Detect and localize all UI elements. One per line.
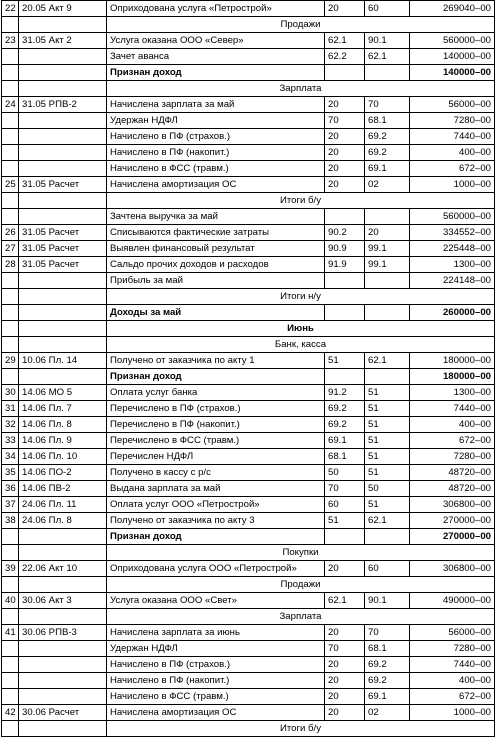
amount-cell: 260000–00 (410, 305, 495, 321)
table-row (2, 49, 495, 65)
operation-description-cell: Перечислено в ПФ (накопит.) (107, 417, 325, 433)
entry-number-cell (2, 673, 19, 689)
table-row (2, 273, 495, 289)
credit-account-cell (365, 65, 410, 81)
entry-number-cell (2, 209, 19, 225)
debit-account-cell: 62.1 (325, 33, 365, 49)
empty-cell (2, 17, 19, 33)
credit-account-cell: 51 (365, 417, 410, 433)
section-title: Итоги б/у (107, 193, 495, 209)
debit-account-cell: 60 (325, 497, 365, 513)
debit-account-cell (325, 65, 365, 81)
entry-number-cell (2, 49, 19, 65)
table-row (2, 1, 495, 17)
amount-cell: 7440–00 (410, 129, 495, 145)
table-row (2, 513, 495, 529)
entry-number-cell (2, 689, 19, 705)
entry-number-cell (2, 145, 19, 161)
debit-account-cell: 20 (325, 1, 365, 17)
credit-account-cell: 02 (365, 177, 410, 193)
amount-cell: 270000–00 (410, 529, 495, 545)
debit-account-cell: 20 (325, 161, 365, 177)
credit-account-cell: 60 (365, 1, 410, 17)
operation-description-cell: Списываются фактические затраты (107, 225, 325, 241)
section-title: Продажи (107, 577, 495, 593)
operation-description-cell: Выявлен финансовый результат (107, 241, 325, 257)
document-ref-cell: 30.06 Расчет (19, 705, 107, 721)
debit-account-cell: 69.2 (325, 401, 365, 417)
entry-number-cell: 36 (2, 481, 19, 497)
amount-cell: 560000–00 (410, 33, 495, 49)
document-ref-cell (19, 209, 107, 225)
amount-cell: 7280–00 (410, 113, 495, 129)
operation-description-cell: Начислена амортизация ОС (107, 705, 325, 721)
amount-cell: 180000–00 (410, 353, 495, 369)
credit-account-cell: 70 (365, 97, 410, 113)
table-row (2, 97, 495, 113)
amount-cell: 560000–00 (410, 209, 495, 225)
debit-account-cell: 51 (325, 513, 365, 529)
credit-account-cell: 02 (365, 705, 410, 721)
entry-number-cell: 33 (2, 433, 19, 449)
amount-cell: 7280–00 (410, 641, 495, 657)
entry-number-cell (2, 657, 19, 673)
entry-number-cell (2, 641, 19, 657)
empty-cell (19, 193, 107, 209)
debit-account-cell: 20 (325, 657, 365, 673)
operation-description-cell: Начислена зарплата за май (107, 97, 325, 113)
entry-number-cell (2, 369, 19, 385)
debit-account-cell: 91.2 (325, 385, 365, 401)
document-ref-cell (19, 49, 107, 65)
amount-cell: 140000–00 (410, 65, 495, 81)
table-row (2, 689, 495, 705)
section-header-row (2, 721, 495, 737)
section-header-row (2, 17, 495, 33)
section-header-row (2, 193, 495, 209)
amount-cell: 270000–00 (410, 513, 495, 529)
table-row (2, 369, 495, 385)
debit-account-cell: 20 (325, 97, 365, 113)
debit-account-cell: 68.1 (325, 449, 365, 465)
entry-number-cell: 24 (2, 97, 19, 113)
document-ref-cell: 30.06 РПВ-3 (19, 625, 107, 641)
debit-account-cell: 20 (325, 145, 365, 161)
operation-description-cell: Начислено в ФСС (травм.) (107, 161, 325, 177)
credit-account-cell: 62.1 (365, 513, 410, 529)
operation-description-cell: Перечислено в ФСС (травм.) (107, 433, 325, 449)
amount-cell: 672–00 (410, 433, 495, 449)
table-row (2, 113, 495, 129)
document-ref-cell (19, 145, 107, 161)
credit-account-cell: 69.1 (365, 689, 410, 705)
table-row (2, 225, 495, 241)
table-row (2, 161, 495, 177)
document-ref-cell: 31.05 Расчет (19, 241, 107, 257)
table-row (2, 129, 495, 145)
credit-account-cell (365, 529, 410, 545)
debit-account-cell: 62.1 (325, 593, 365, 609)
document-ref-cell (19, 113, 107, 129)
debit-account-cell: 70 (325, 481, 365, 497)
operation-description-cell: Получено в кассу с р/с (107, 465, 325, 481)
entry-number-cell (2, 65, 19, 81)
section-title: Итоги н/у (107, 289, 495, 305)
entry-number-cell: 35 (2, 465, 19, 481)
entry-number-cell (2, 129, 19, 145)
operation-description-cell: Начислена амортизация ОС (107, 177, 325, 193)
operation-description-cell: Признан доход (107, 65, 325, 81)
document-ref-cell: 20.05 Акт 9 (19, 1, 107, 17)
credit-account-cell: 20 (365, 225, 410, 241)
entry-number-cell: 29 (2, 353, 19, 369)
document-ref-cell: 31.05 Расчет (19, 257, 107, 273)
section-title: Зарплата (107, 81, 495, 97)
credit-account-cell: 99.1 (365, 257, 410, 273)
operation-description-cell: Выдана зарплата за май (107, 481, 325, 497)
table-row (2, 433, 495, 449)
table-row (2, 257, 495, 273)
table-row (2, 241, 495, 257)
debit-account-cell (325, 305, 365, 321)
operation-description-cell: Начислено в ПФ (накопит.) (107, 673, 325, 689)
debit-account-cell (325, 369, 365, 385)
debit-account-cell: 20 (325, 561, 365, 577)
amount-cell: 180000–00 (410, 369, 495, 385)
document-ref-cell: 24.06 Пл. 11 (19, 497, 107, 513)
debit-account-cell (325, 273, 365, 289)
credit-account-cell: 51 (365, 433, 410, 449)
empty-cell (19, 17, 107, 33)
table-row (2, 401, 495, 417)
table-row (2, 33, 495, 49)
credit-account-cell (365, 369, 410, 385)
credit-account-cell: 51 (365, 497, 410, 513)
entry-number-cell: 40 (2, 593, 19, 609)
debit-account-cell: 70 (325, 113, 365, 129)
document-ref-cell: 31.05 РПВ-2 (19, 97, 107, 113)
document-ref-cell: 31.05 Акт 2 (19, 33, 107, 49)
table-row (2, 657, 495, 673)
document-ref-cell: 31.05 Расчет (19, 225, 107, 241)
operation-description-cell: Получено от заказчика по акту 3 (107, 513, 325, 529)
document-ref-cell (19, 273, 107, 289)
entry-number-cell: 22 (2, 1, 19, 17)
document-ref-cell: 14.06 Пл. 10 (19, 449, 107, 465)
credit-account-cell: 69.2 (365, 129, 410, 145)
section-title: Покупки (107, 545, 495, 561)
operation-description-cell: Зачтена выручка за май (107, 209, 325, 225)
credit-account-cell (365, 305, 410, 321)
debit-account-cell: 62.2 (325, 49, 365, 65)
entry-number-cell: 23 (2, 33, 19, 49)
debit-account-cell: 20 (325, 673, 365, 689)
credit-account-cell: 50 (365, 481, 410, 497)
debit-account-cell: 20 (325, 177, 365, 193)
month-header-row (2, 321, 495, 337)
entry-number-cell (2, 161, 19, 177)
operation-description-cell: Оприходована услуга ООО «Петрострой» (107, 561, 325, 577)
empty-cell (19, 337, 107, 353)
table-row (2, 673, 495, 689)
table-row (2, 417, 495, 433)
entry-number-cell: 39 (2, 561, 19, 577)
amount-cell: 306800–00 (410, 561, 495, 577)
debit-account-cell: 51 (325, 353, 365, 369)
empty-cell (2, 289, 19, 305)
section-header-row (2, 577, 495, 593)
entry-number-cell: 28 (2, 257, 19, 273)
credit-account-cell: 90.1 (365, 33, 410, 49)
debit-account-cell: 69.1 (325, 433, 365, 449)
amount-cell: 400–00 (410, 417, 495, 433)
amount-cell: 1300–00 (410, 385, 495, 401)
empty-cell (2, 545, 19, 561)
entry-number-cell: 34 (2, 449, 19, 465)
table-row (2, 497, 495, 513)
amount-cell: 490000–00 (410, 593, 495, 609)
empty-cell (19, 577, 107, 593)
document-ref-cell (19, 657, 107, 673)
amount-cell: 1000–00 (410, 705, 495, 721)
operation-description-cell: Перечислен НДФЛ (107, 449, 325, 465)
amount-cell: 400–00 (410, 673, 495, 689)
debit-account-cell: 20 (325, 705, 365, 721)
amount-cell: 224148–00 (410, 273, 495, 289)
document-ref-cell (19, 65, 107, 81)
debit-account-cell (325, 209, 365, 225)
credit-account-cell: 68.1 (365, 641, 410, 657)
empty-cell (19, 545, 107, 561)
debit-account-cell: 69.2 (325, 417, 365, 433)
document-ref-cell (19, 689, 107, 705)
operation-description-cell: Начислена зарплата за июнь (107, 625, 325, 641)
document-ref-cell: 14.06 ПВ-2 (19, 481, 107, 497)
table-row (2, 385, 495, 401)
section-header-row (2, 609, 495, 625)
operation-description-cell: Сальдо прочих доходов и расходов (107, 257, 325, 273)
empty-cell (19, 81, 107, 97)
credit-account-cell: 51 (365, 465, 410, 481)
operation-description-cell: Зачет аванса (107, 49, 325, 65)
table-row (2, 593, 495, 609)
credit-account-cell: 60 (365, 561, 410, 577)
document-ref-cell: 14.06 Пл. 7 (19, 401, 107, 417)
amount-cell: 400–00 (410, 145, 495, 161)
document-ref-cell (19, 305, 107, 321)
credit-account-cell: 68.1 (365, 113, 410, 129)
operation-description-cell: Оплата услуг ООО «Петрострой» (107, 497, 325, 513)
empty-cell (19, 721, 107, 737)
entry-number-cell: 38 (2, 513, 19, 529)
operation-description-cell: Признан доход (107, 529, 325, 545)
credit-account-cell: 69.2 (365, 673, 410, 689)
entry-number-cell: 27 (2, 241, 19, 257)
empty-cell (19, 289, 107, 305)
document-ref-cell (19, 369, 107, 385)
operation-description-cell: Удержан НДФЛ (107, 641, 325, 657)
empty-cell (2, 193, 19, 209)
document-ref-cell: 14.06 Пл. 8 (19, 417, 107, 433)
document-ref-cell (19, 673, 107, 689)
amount-cell: 1000–00 (410, 177, 495, 193)
table-row (2, 481, 495, 497)
amount-cell: 56000–00 (410, 625, 495, 641)
entry-number-cell (2, 273, 19, 289)
document-ref-cell: 30.06 Акт 3 (19, 593, 107, 609)
section-header-row (2, 545, 495, 561)
section-header-row (2, 81, 495, 97)
entry-number-cell (2, 529, 19, 545)
debit-account-cell: 20 (325, 129, 365, 145)
credit-account-cell: 99.1 (365, 241, 410, 257)
amount-cell: 7280–00 (410, 449, 495, 465)
amount-cell: 7440–00 (410, 657, 495, 673)
table-row (2, 449, 495, 465)
amount-cell: 1300–00 (410, 257, 495, 273)
table-row (2, 641, 495, 657)
section-title: Банк, касса (107, 337, 495, 353)
operation-description-cell: Начислено в ФСС (травм.) (107, 689, 325, 705)
section-title: Итоги б/у (107, 721, 495, 737)
operation-description-cell: Доходы за май (107, 305, 325, 321)
empty-cell (2, 337, 19, 353)
amount-cell: 48720–00 (410, 481, 495, 497)
operation-description-cell: Оприходована услуга «Петрострой» (107, 1, 325, 17)
operation-description-cell: Прибыль за май (107, 273, 325, 289)
entry-number-cell: 26 (2, 225, 19, 241)
document-ref-cell: 14.06 Пл. 9 (19, 433, 107, 449)
credit-account-cell: 90.1 (365, 593, 410, 609)
document-ref-cell: 10.06 Пл. 14 (19, 353, 107, 369)
table-row (2, 465, 495, 481)
document-ref-cell: 24.06 Пл. 8 (19, 513, 107, 529)
operation-description-cell: Услуга оказана ООО «Север» (107, 33, 325, 49)
debit-account-cell: 20 (325, 625, 365, 641)
operation-description-cell: Оплата услуг банка (107, 385, 325, 401)
debit-account-cell (325, 529, 365, 545)
entry-number-cell: 42 (2, 705, 19, 721)
debit-account-cell: 91.9 (325, 257, 365, 273)
document-ref-cell (19, 129, 107, 145)
amount-cell: 672–00 (410, 161, 495, 177)
journal-body (2, 1, 495, 737)
entry-number-cell (2, 113, 19, 129)
operation-description-cell: Перечислено в ПФ (страхов.) (107, 401, 325, 417)
empty-cell (19, 609, 107, 625)
credit-account-cell (365, 273, 410, 289)
credit-account-cell (365, 209, 410, 225)
operation-description-cell: Удержан НДФЛ (107, 113, 325, 129)
empty-cell (2, 577, 19, 593)
operation-description-cell: Получено от заказчика по акту 1 (107, 353, 325, 369)
section-title: Зарплата (107, 609, 495, 625)
amount-cell: 56000–00 (410, 97, 495, 113)
document-ref-cell: 14.06 МО 5 (19, 385, 107, 401)
table-row (2, 561, 495, 577)
month-title: Июнь (107, 321, 495, 337)
debit-account-cell: 70 (325, 641, 365, 657)
table-row (2, 65, 495, 81)
entry-number-cell: 25 (2, 177, 19, 193)
operation-description-cell: Начислено в ПФ (страхов.) (107, 657, 325, 673)
credit-account-cell: 51 (365, 385, 410, 401)
credit-account-cell: 69.2 (365, 145, 410, 161)
amount-cell: 225448–00 (410, 241, 495, 257)
empty-cell (2, 721, 19, 737)
entry-number-cell: 41 (2, 625, 19, 641)
table-row (2, 305, 495, 321)
document-ref-cell: 14.06 ПО-2 (19, 465, 107, 481)
amount-cell: 140000–00 (410, 49, 495, 65)
debit-account-cell: 20 (325, 689, 365, 705)
credit-account-cell: 69.2 (365, 657, 410, 673)
operation-description-cell: Начислено в ПФ (страхов.) (107, 129, 325, 145)
table-row (2, 625, 495, 641)
document-ref-cell (19, 529, 107, 545)
credit-account-cell: 69.1 (365, 161, 410, 177)
amount-cell: 306800–00 (410, 497, 495, 513)
debit-account-cell: 90.2 (325, 225, 365, 241)
credit-account-cell: 70 (365, 625, 410, 641)
entry-number-cell: 31 (2, 401, 19, 417)
document-ref-cell (19, 641, 107, 657)
amount-cell: 334552–00 (410, 225, 495, 241)
table-row (2, 529, 495, 545)
table-row (2, 705, 495, 721)
section-title: Продажи (107, 17, 495, 33)
entry-number-cell: 37 (2, 497, 19, 513)
empty-cell (2, 609, 19, 625)
document-ref-cell (19, 161, 107, 177)
operation-description-cell: Признан доход (107, 369, 325, 385)
document-ref-cell: 31.05 Расчет (19, 177, 107, 193)
operation-description-cell: Начислено в ПФ (накопит.) (107, 145, 325, 161)
document-ref-cell: 22.06 Акт 10 (19, 561, 107, 577)
debit-account-cell: 90.9 (325, 241, 365, 257)
amount-cell: 48720–00 (410, 465, 495, 481)
section-header-row (2, 337, 495, 353)
entry-number-cell: 30 (2, 385, 19, 401)
journal-table (1, 0, 495, 737)
empty-cell (2, 321, 19, 337)
empty-cell (2, 81, 19, 97)
table-row (2, 353, 495, 369)
table-row (2, 145, 495, 161)
empty-cell (19, 321, 107, 337)
entry-number-cell: 32 (2, 417, 19, 433)
credit-account-cell: 62.1 (365, 353, 410, 369)
amount-cell: 269040–00 (410, 1, 495, 17)
amount-cell: 7440–00 (410, 401, 495, 417)
section-header-row (2, 289, 495, 305)
operation-description-cell: Услуга оказана ООО «Свет» (107, 593, 325, 609)
table-row (2, 209, 495, 225)
amount-cell: 672–00 (410, 689, 495, 705)
entry-number-cell (2, 305, 19, 321)
credit-account-cell: 51 (365, 449, 410, 465)
credit-account-cell: 62.1 (365, 49, 410, 65)
table-row (2, 177, 495, 193)
debit-account-cell: 50 (325, 465, 365, 481)
credit-account-cell: 51 (365, 401, 410, 417)
